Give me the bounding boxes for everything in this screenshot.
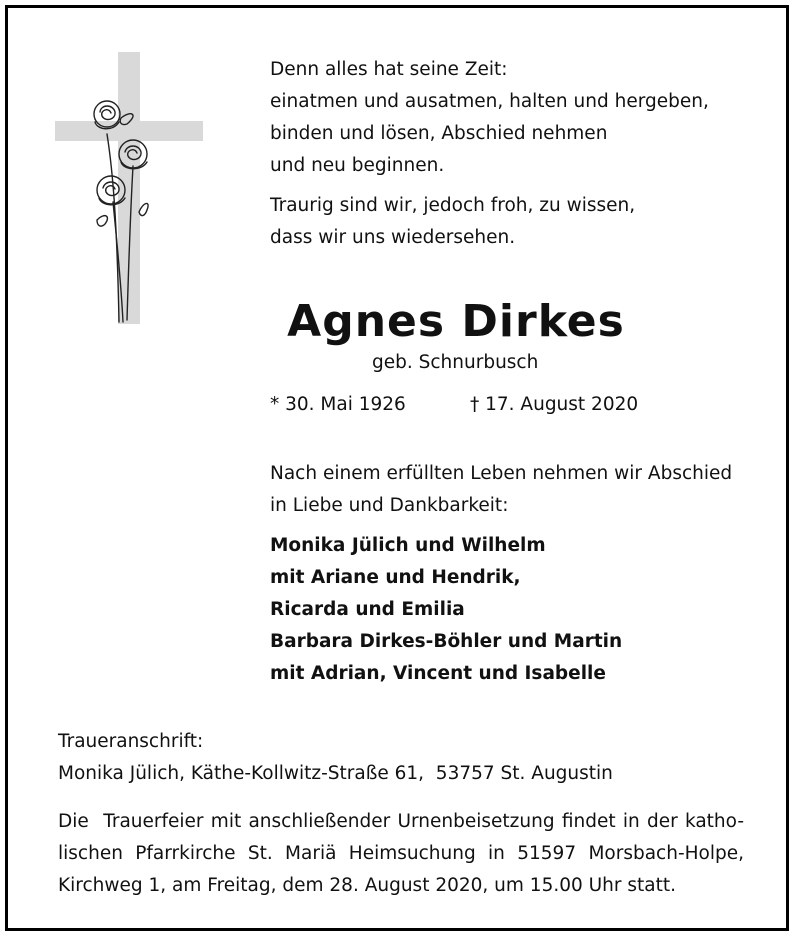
poem-line: Denn alles hat seine Zeit:	[270, 59, 508, 80]
family-line: mit Adrian, Vincent und Isabelle	[270, 663, 606, 684]
address-value: Monika Jülich, Käthe-Kollwitz-Straße 61, 53757 St. Augustin	[58, 763, 613, 784]
poem-stanza-2	[270, 190, 635, 254]
poem-line: dass wir uns wiedersehen.	[270, 227, 516, 248]
ceremony-line: lischen Pfarrkirche St. Mariä Heimsuchung in 51597 Morsbach-Holpe,	[58, 843, 744, 864]
family-list	[270, 530, 622, 690]
death-date: † 17. August 2020	[470, 394, 639, 415]
poem-line: binden und lösen, Abschied nehmen	[270, 123, 608, 144]
family-line: Barbara Dirkes-Böhler und Martin	[270, 631, 623, 652]
poem-line: und neu beginnen.	[270, 155, 445, 176]
ceremony-line: Kirchweg 1, am Freitag, dem 28. August 2020, um 15.00 Uhr statt.	[58, 875, 677, 896]
cross-with-roses-icon	[55, 52, 205, 327]
mourning-address	[58, 726, 613, 790]
poem-stanza-1	[270, 54, 709, 182]
birth-name: geb. Schnurbusch	[372, 352, 539, 373]
family-line: mit Ariane und Hendrik,	[270, 567, 521, 588]
family-line: Monika Jülich und Wilhelm	[270, 535, 546, 556]
poem-line: einatmen und ausatmen, halten und hergeben,	[270, 91, 709, 112]
ceremony-notice	[58, 806, 744, 902]
farewell-line: Nach einem erfüllten Leben nehmen wir Abschied	[270, 463, 733, 484]
farewell-line: in Liebe und Dankbarkeit:	[270, 495, 509, 516]
family-line: Ricarda und Emilia	[270, 599, 465, 620]
farewell-text	[270, 458, 732, 522]
poem-line: Traurig sind wir, jedoch froh, zu wissen,	[270, 195, 636, 216]
address-label: Traueranschrift:	[58, 731, 204, 752]
deceased-name: Agnes Dirkes	[287, 296, 625, 347]
ceremony-line: Die Trauerfeier mit anschließender Urnenbeisetzung findet in der katho-	[58, 811, 744, 832]
birth-date: * 30. Mai 1926	[270, 394, 406, 415]
